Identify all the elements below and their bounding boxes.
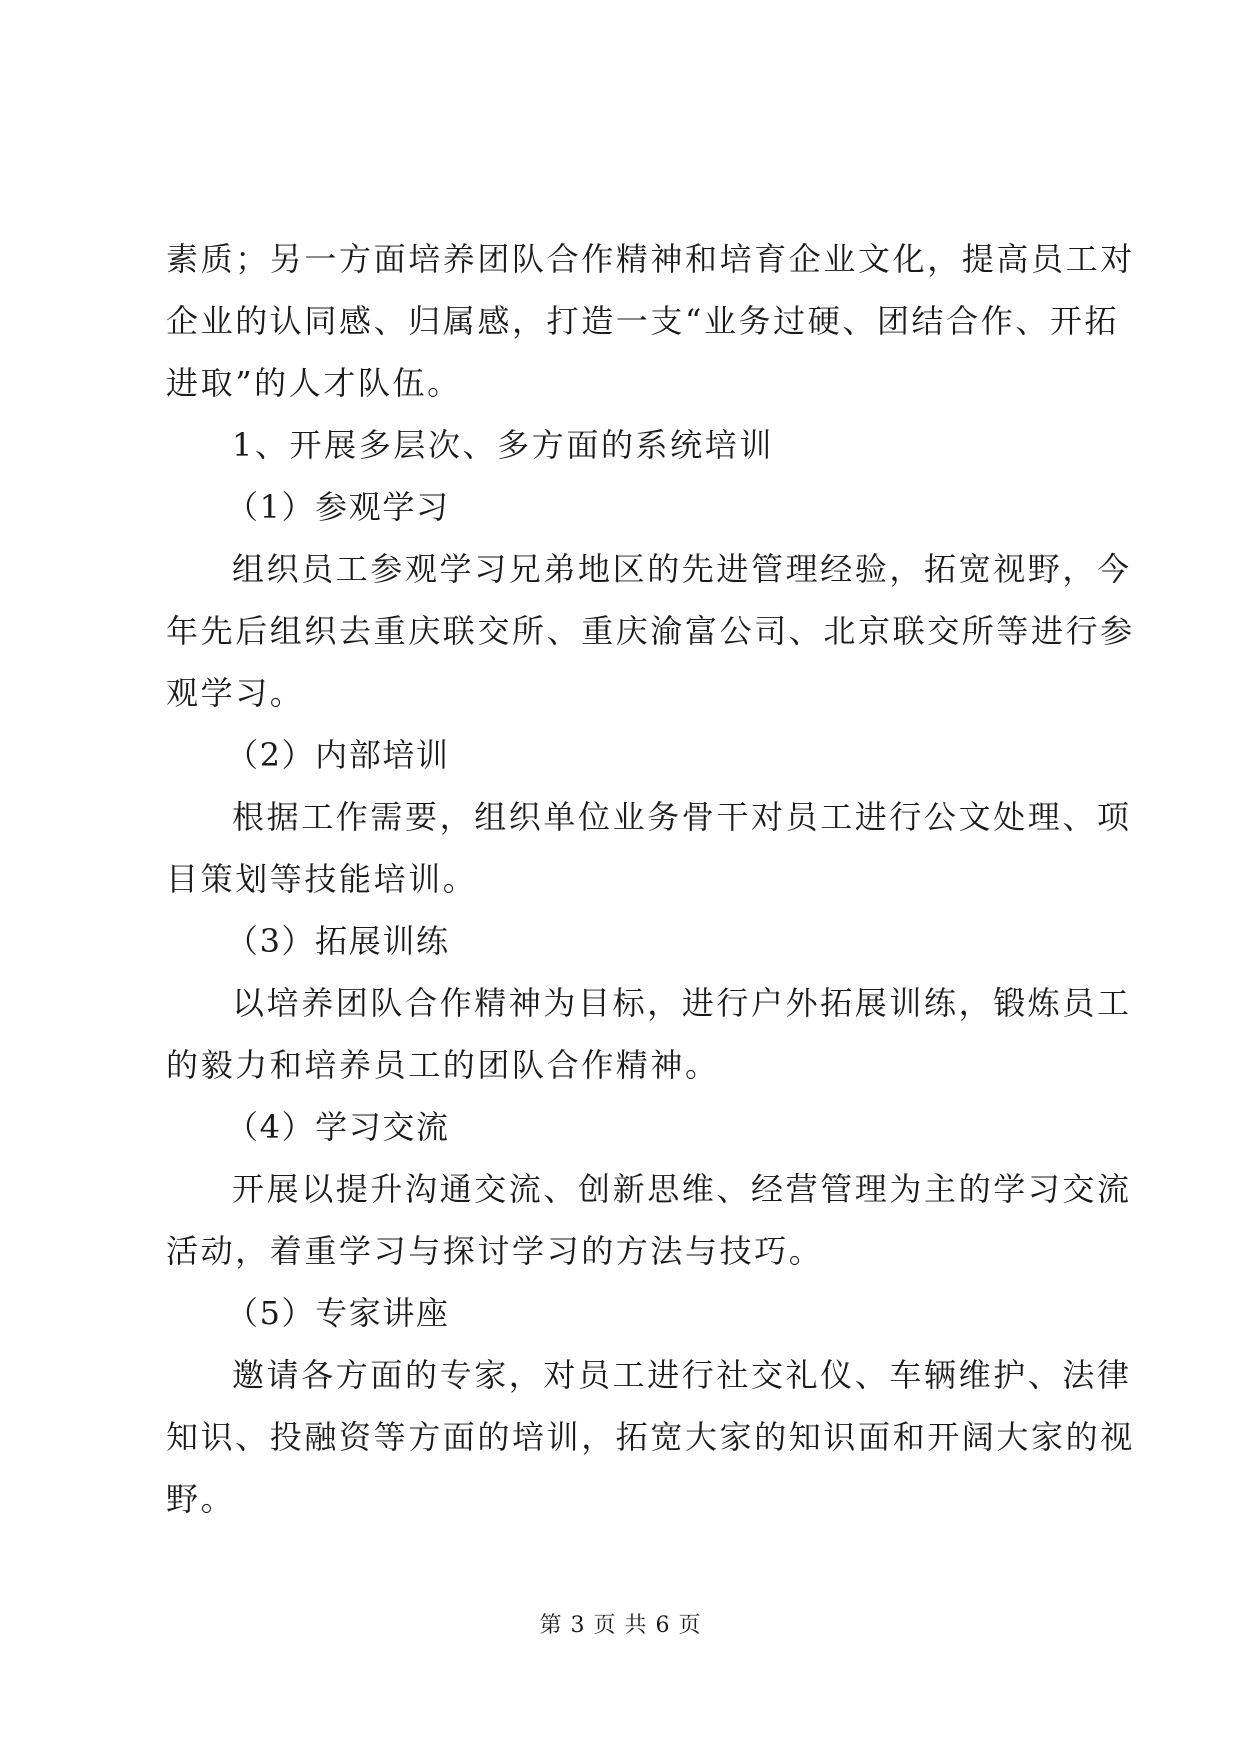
page-number-footer: 第 3 页 共 6 页 bbox=[539, 1613, 702, 1638]
text-line: 活动，着重学习与探讨学习的方法与技巧。 bbox=[166, 1232, 824, 1270]
subsection-heading: （3）拓展训练 bbox=[226, 922, 450, 960]
document-body bbox=[166, 228, 1135, 1530]
text-line: 野。 bbox=[166, 1480, 236, 1518]
text-line: 观学习。 bbox=[166, 674, 305, 712]
text-line: 开展以提升沟通交流、创新思维、经营管理为主的学习交流 bbox=[232, 1170, 1132, 1208]
text-line: 组织员工参观学习兄弟地区的先进管理经验，拓宽视野，今 bbox=[232, 550, 1132, 588]
subsection-heading: （1）参观学习 bbox=[226, 488, 450, 526]
text-line: 目策划等技能培训。 bbox=[166, 860, 478, 898]
text-line: 企业的认同感、归属感，打造一支“业务过硬、团结合作、开拓 bbox=[166, 302, 1120, 340]
text-line: 以培养团队合作精神为目标，进行户外拓展训练，锻炼员工 bbox=[232, 984, 1132, 1022]
text-line: 邀请各方面的专家，对员工进行社交礼仪、车辆维护、法律 bbox=[232, 1356, 1132, 1394]
section-heading: 1、开展多层次、多方面的系统培训 bbox=[232, 426, 774, 464]
text-line: 素质；另一方面培养团队合作精神和培育企业文化，提高员工对 bbox=[166, 240, 1135, 278]
subsection-heading: （5）专家讲座 bbox=[226, 1294, 450, 1332]
text-line: 进取”的人才队伍。 bbox=[166, 364, 462, 402]
text-line: 年先后组织去重庆联交所、重庆渝富公司、北京联交所等进行参 bbox=[166, 612, 1135, 650]
subsection-heading: （4）学习交流 bbox=[226, 1108, 450, 1146]
text-line: 的毅力和培养员工的团队合作精神。 bbox=[166, 1046, 720, 1084]
text-line: 知识、投融资等方面的培训，拓宽大家的知识面和开阔大家的视 bbox=[166, 1418, 1135, 1456]
text-line: 根据工作需要，组织单位业务骨干对员工进行公文处理、项 bbox=[232, 798, 1132, 836]
subsection-heading: （2）内部培训 bbox=[226, 736, 450, 774]
